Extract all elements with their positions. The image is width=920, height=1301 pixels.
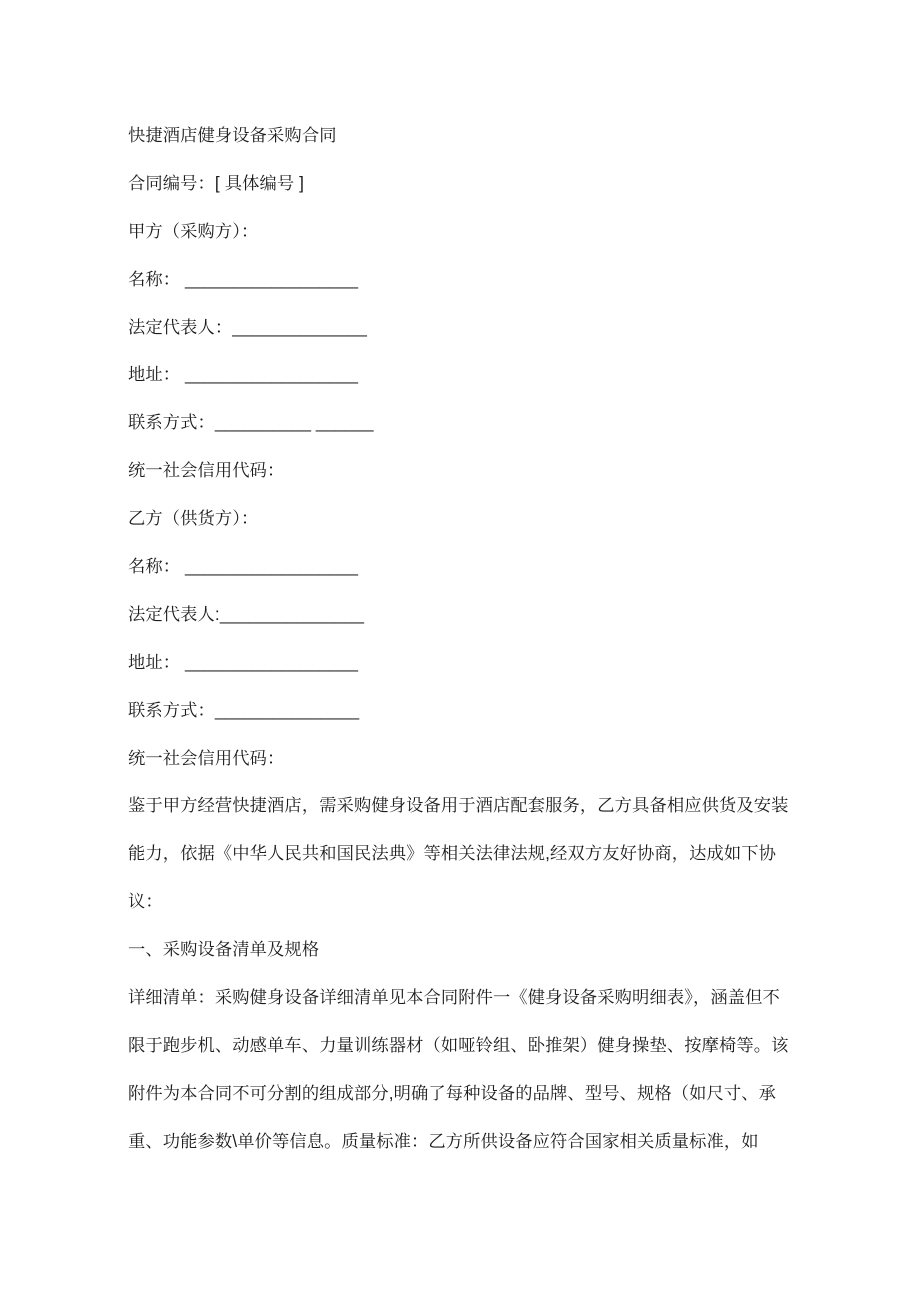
doc-title: 快捷酒店健身设备采购合同 — [128, 125, 337, 145]
party-a-legal-rep-label: 法定代表人： — [128, 316, 233, 337]
party-b-contact-blank: _______________ — [214, 699, 360, 720]
party-a-credit-code: 统一社会信用代码： — [128, 460, 285, 481]
section-1-line: 重、功能参数\单价等信息。质量标准：乙方所供设备应符合国家相关质量标准，如 — [128, 1130, 759, 1151]
party-a-name-blank: __________________ — [180, 268, 358, 289]
party-a-legal-rep-blank: ______________ — [232, 316, 367, 337]
party-b-contact-row — [128, 687, 920, 735]
preamble-line: 鉴于甲方经营快捷酒店，需采购健身设备用于酒店配套服务，乙方具备相应供货及安装 — [128, 795, 789, 816]
section-1-heading: 一、采购设备清单及规格 — [128, 939, 320, 960]
preamble-line: 能力，依据《中华人民共和国民法典》等相关法律法规,经双方友好协商，达成如下协 — [128, 843, 777, 864]
party-b-legal-rep-row — [128, 591, 920, 639]
preamble-line: 议： — [128, 891, 163, 912]
party-a-address-blank: __________________ — [180, 364, 358, 385]
contract-number: 合同编号：[ 具体编号 ] — [128, 172, 305, 193]
party-b-address-label: 地址： — [128, 651, 181, 672]
party-b-legal-rep-label: 法定代表人: — [128, 603, 220, 624]
party-b-name-label: 名称： — [128, 556, 181, 577]
party-a-legal-rep-row — [128, 304, 920, 352]
section-1-line: 详细清单：采购健身设备详细清单见本合同附件一《健身设备采购明细表》，涵盖但不 — [128, 987, 780, 1008]
party-a-contact-label: 联系方式： — [128, 412, 215, 433]
party-a-contact-row — [128, 399, 920, 447]
party-b-contact-label: 联系方式： — [128, 699, 215, 720]
party-a-contact-blank: __________ ______ — [214, 412, 374, 433]
party-b-credit-code: 统一社会信用代码： — [128, 747, 285, 768]
party-a-address-row — [128, 351, 920, 399]
party-b-heading: 乙方（供货方）： — [128, 508, 259, 529]
party-b-name-row — [128, 543, 920, 591]
party-b-address-blank: __________________ — [180, 651, 358, 672]
party-a-name-row — [128, 256, 920, 304]
party-b-name-blank: __________________ — [180, 556, 358, 577]
section-1-line: 附件为本合同不可分割的组成部分,明确了每种设备的品牌、型号、规格（如尺寸、承 — [128, 1082, 777, 1103]
party-a-name-label: 名称： — [128, 268, 181, 289]
party-a-heading: 甲方（采购方）： — [128, 220, 259, 241]
party-a-address-label: 地址： — [128, 364, 181, 385]
section-1-line: 限于跑步机、动感单车、力量训练器材（如哑铃组、卧推架）健身操垫、按摩椅等。该 — [128, 1034, 789, 1055]
party-b-address-row — [128, 639, 920, 687]
party-b-legal-rep-blank: _______________ — [219, 603, 364, 624]
